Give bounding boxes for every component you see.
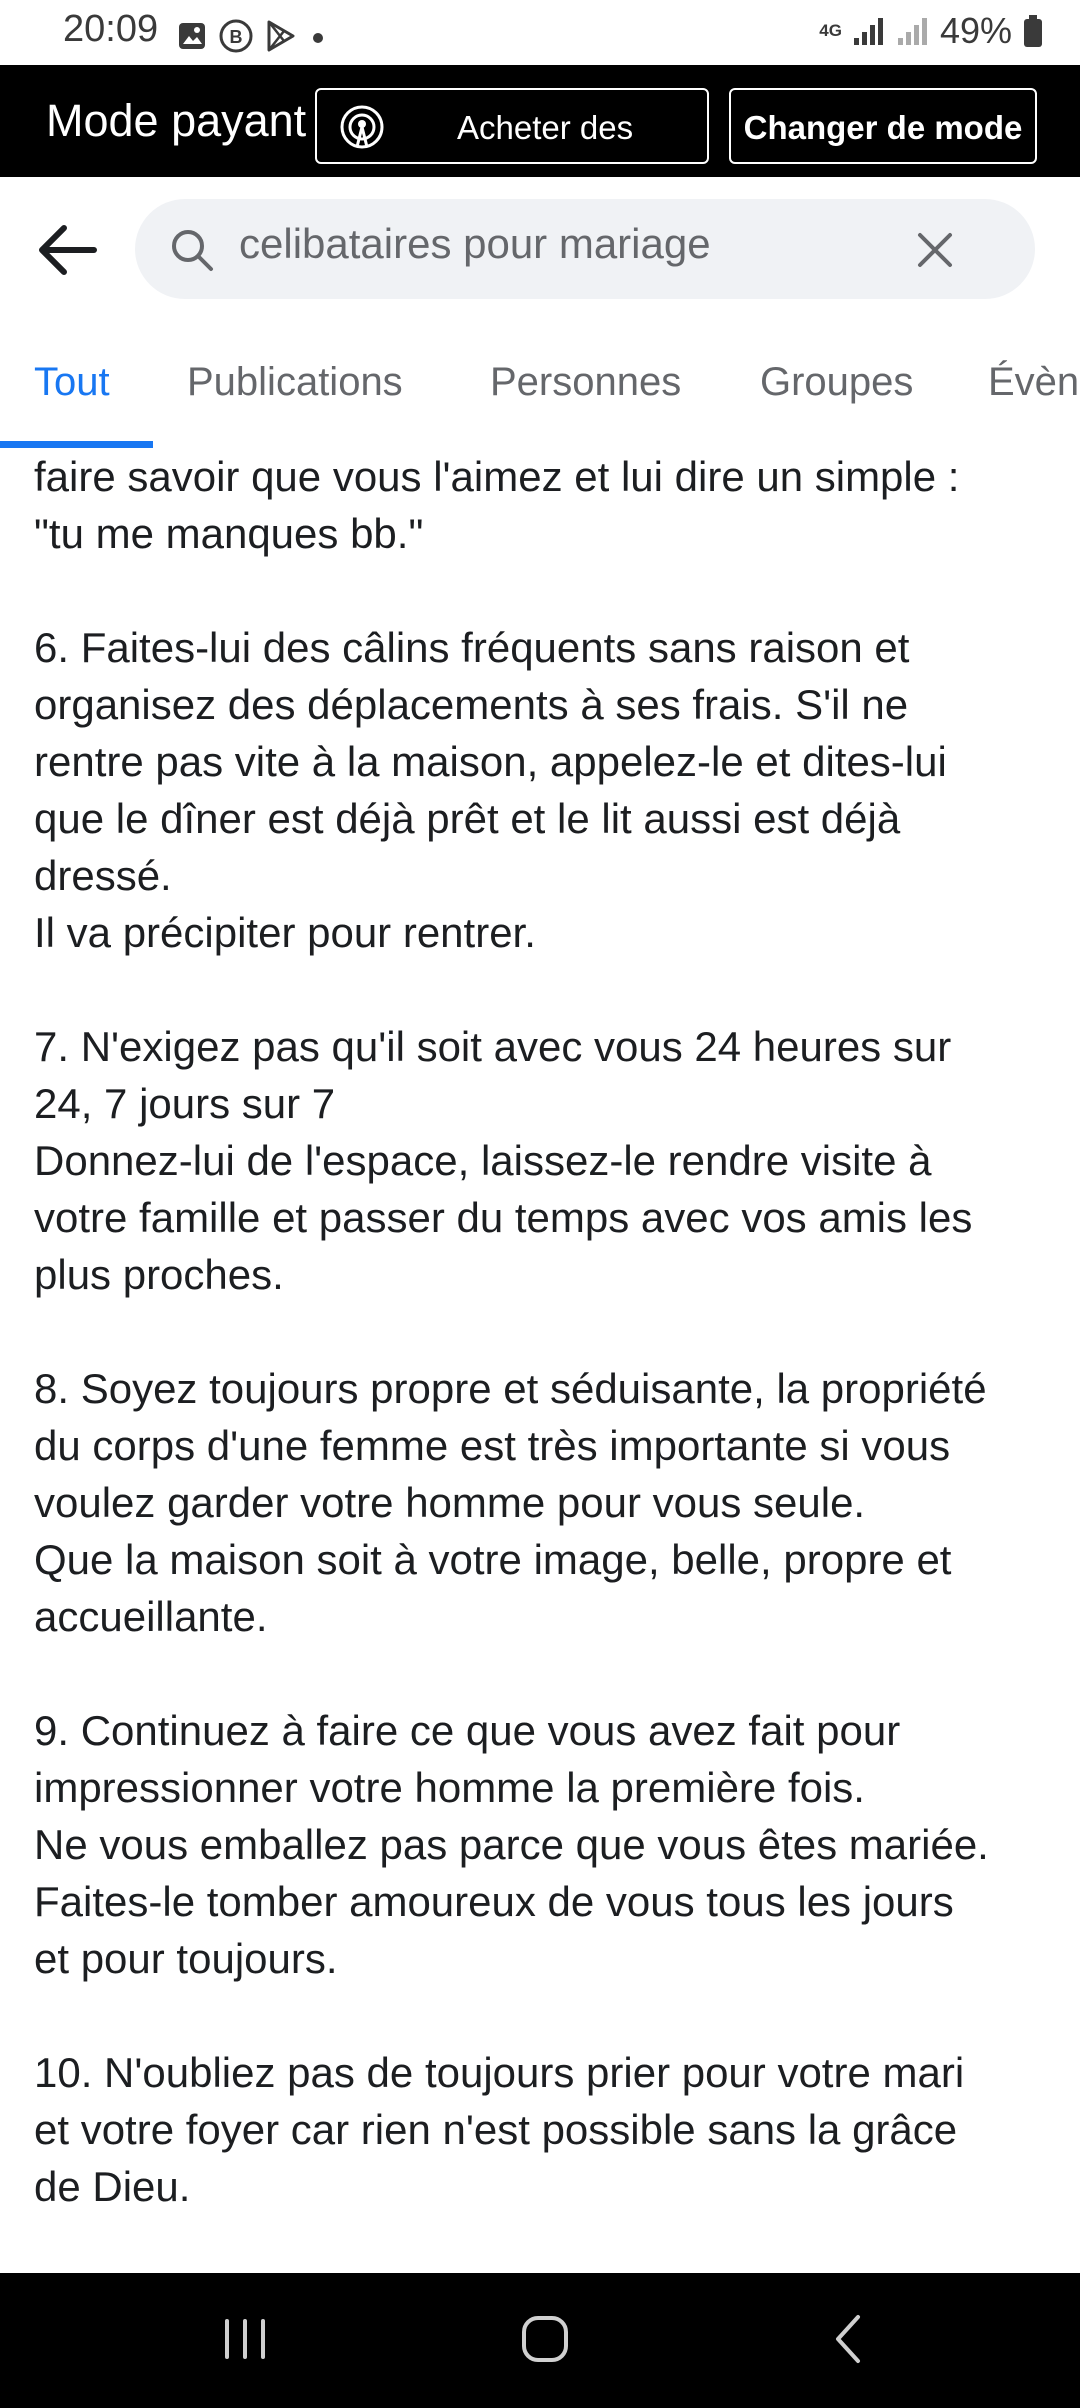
search-input[interactable] <box>237 219 921 269</box>
arrow-left-icon <box>32 215 102 285</box>
text-line: organisez des déplacements à ses frais. S'il ne <box>34 681 909 728</box>
text-line: et pour toujours. <box>34 1935 338 1982</box>
system-status <box>819 10 1044 52</box>
play-store-icon <box>264 19 298 53</box>
clear-search-button[interactable] <box>910 225 960 275</box>
search-tabs <box>0 320 1080 448</box>
paragraph-8 <box>34 1360 1064 1645</box>
tab-groupes[interactable]: Groupes <box>760 360 914 404</box>
broadcast-icon <box>337 102 387 157</box>
text-line: Il va précipiter pour rentrer. <box>34 909 536 956</box>
text-line: et votre foyer car rien n'est possible sans la grâce <box>34 2106 958 2153</box>
recent-apps-icon <box>215 2309 275 2369</box>
paragraph-9 <box>34 1702 1064 1987</box>
text-line: Faites-le tomber amoureux de vous tous les jours <box>34 1878 954 1925</box>
text-line: 10. N'oubliez pas de toujours prier pour votre mari <box>34 2049 965 2096</box>
mode-title: Mode payant <box>46 95 307 146</box>
buy-button-label: Acheter des <box>457 109 634 146</box>
post-content <box>0 448 1080 2273</box>
text-line: rentre pas vite à la maison, appelez-le et dites-lui <box>34 738 947 785</box>
paragraph-intro <box>34 448 1064 562</box>
text-line: 7. N'exigez pas qu'il soit avec vous 24 heures sur <box>34 1023 952 1070</box>
text-line: faire savoir que vous l'aimez et lui dire un simple : <box>34 453 960 500</box>
battery-icon <box>1022 14 1044 48</box>
text-line: "tu me manques bb." <box>34 510 424 557</box>
dot-icon <box>308 26 328 46</box>
mode-bar <box>0 65 1080 177</box>
paragraph-7 <box>34 1018 1064 1303</box>
tab-tout[interactable]: Tout <box>34 360 110 404</box>
text-line: plus proches. <box>34 1251 284 1298</box>
nav-back-button[interactable] <box>820 2309 880 2374</box>
search-bar[interactable] <box>135 199 1035 299</box>
change-mode-button[interactable] <box>729 88 1037 164</box>
signal-icon <box>852 16 886 46</box>
text-line: votre famille et passer du temps avec vos amis les <box>34 1194 973 1241</box>
text-line: impressionner votre homme la première fois. <box>34 1764 865 1811</box>
text-line: 9. Continuez à faire ce que vous avez fait pour <box>34 1707 901 1754</box>
image-icon <box>176 20 208 52</box>
text-line: 8. Soyez toujours propre et séduisante, la propriété <box>34 1365 987 1412</box>
back-button[interactable] <box>32 215 102 285</box>
svg-text:B: B <box>229 27 243 47</box>
b-badge-icon <box>218 18 254 54</box>
text-line: 24, 7 jours sur 7 <box>34 1080 336 1127</box>
text-line: Donnez-lui de l'espace, laissez-le rendre visite à <box>34 1137 932 1184</box>
active-tab-indicator <box>0 441 153 448</box>
buy-button[interactable] <box>315 88 709 164</box>
text-line: de Dieu. <box>34 2163 191 2210</box>
text-line: dressé. <box>34 852 172 899</box>
tab-publications[interactable]: Publications <box>187 360 403 404</box>
text-line: voulez garder votre homme pour vous seule. <box>34 1479 866 1526</box>
text-line: du corps d'une femme est très importante si vous <box>34 1422 951 1469</box>
home-button[interactable] <box>515 2309 575 2374</box>
change-mode-label: Changer de mode <box>743 109 1023 146</box>
battery-percent: 49% <box>939 10 1012 51</box>
tab-evenements[interactable]: Évèn <box>988 360 1080 404</box>
search-icon <box>168 226 216 279</box>
text-line: Que la maison soit à votre image, belle, propre et <box>34 1536 952 1583</box>
home-icon <box>515 2309 575 2369</box>
text-line: 6. Faites-lui des câlins fréquents sans raison et <box>34 624 910 671</box>
status-bar <box>0 0 1080 65</box>
tab-personnes[interactable]: Personnes <box>490 360 682 404</box>
close-icon <box>910 225 960 275</box>
back-icon <box>820 2309 880 2369</box>
text-line: que le dîner est déjà prêt et le lit aussi est déjà <box>34 795 901 842</box>
signal-icon-2 <box>896 16 930 46</box>
paragraph-10 <box>34 2044 1064 2215</box>
notification-icons <box>176 18 328 54</box>
text-line: accueillante. <box>34 1593 268 1640</box>
status-time: 20:09 <box>63 8 159 50</box>
search-header <box>0 177 1080 320</box>
paragraph-6 <box>34 619 1064 961</box>
network-type: 4G <box>819 21 842 40</box>
recent-apps-button[interactable] <box>215 2309 275 2374</box>
text-line: Ne vous emballez pas parce que vous êtes mariée. <box>34 1821 989 1868</box>
system-nav-bar <box>0 2273 1080 2408</box>
